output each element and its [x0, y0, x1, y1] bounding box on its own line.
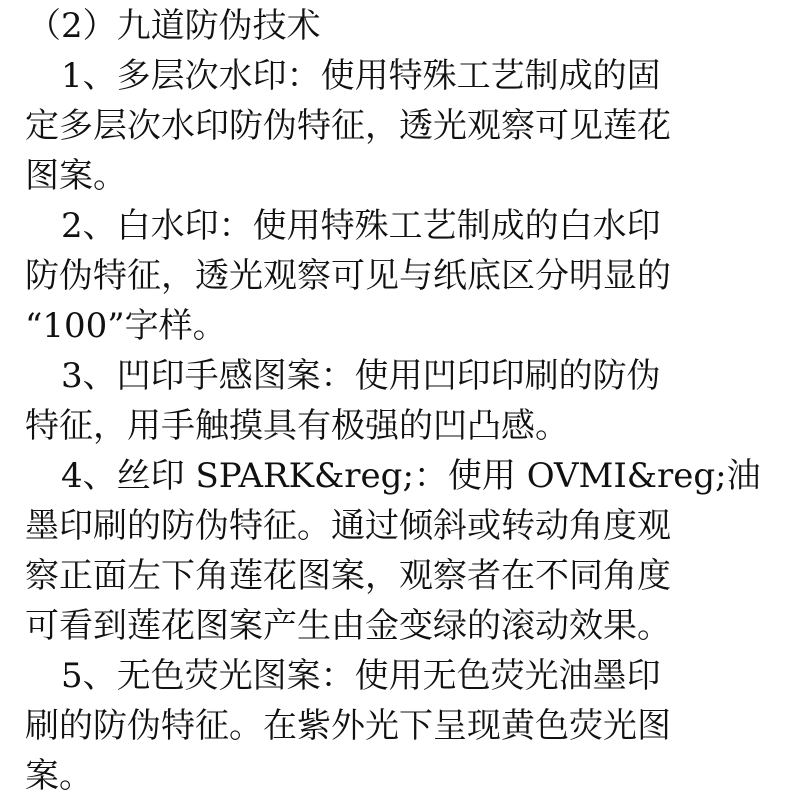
list-item-5: [25, 651, 780, 801]
text-line: 5、无色荧光图案：使用无色荧光油墨印: [61, 656, 661, 696]
text-line: 图案。: [25, 156, 127, 196]
text-line: 可看到莲花图案产生由金变绿的滚动效果。: [25, 606, 671, 646]
text-line: 特征，用手触摸具有极强的凹凸感。: [25, 406, 569, 446]
text-line: 定多层次水印防伪特征，透光观察可见莲花: [25, 106, 671, 146]
document-body: [25, 1, 780, 801]
list-item-4: [25, 451, 780, 651]
text-line: 察正面左下角莲花图案，观察者在不同角度: [25, 556, 671, 596]
text-line: 刷的防伪特征。在紫外光下呈现黄色荧光图: [25, 706, 671, 746]
text-line: 4、丝印 SPARK&reg;：使用 OVMI&reg;油: [61, 456, 761, 496]
list-item-3: [25, 351, 780, 451]
text-line: 防伪特征，透光观察可见与纸底区分明显的: [25, 256, 671, 296]
text-line: 3、凹印手感图案：使用凹印印刷的防伪: [61, 356, 661, 396]
text-line: 2、白水印：使用特殊工艺制成的白水印: [61, 206, 661, 246]
text-line: 案。: [25, 756, 93, 796]
list-item-1: [25, 51, 780, 201]
section-heading: （2）九道防伪技术: [27, 6, 321, 46]
text-line: “100”字样。: [25, 306, 227, 346]
text-line: 墨印刷的防伪特征。通过倾斜或转动角度观: [25, 506, 671, 546]
text-line: 1、多层次水印：使用特殊工艺制成的固: [61, 56, 661, 96]
list-item-2: [25, 201, 780, 351]
